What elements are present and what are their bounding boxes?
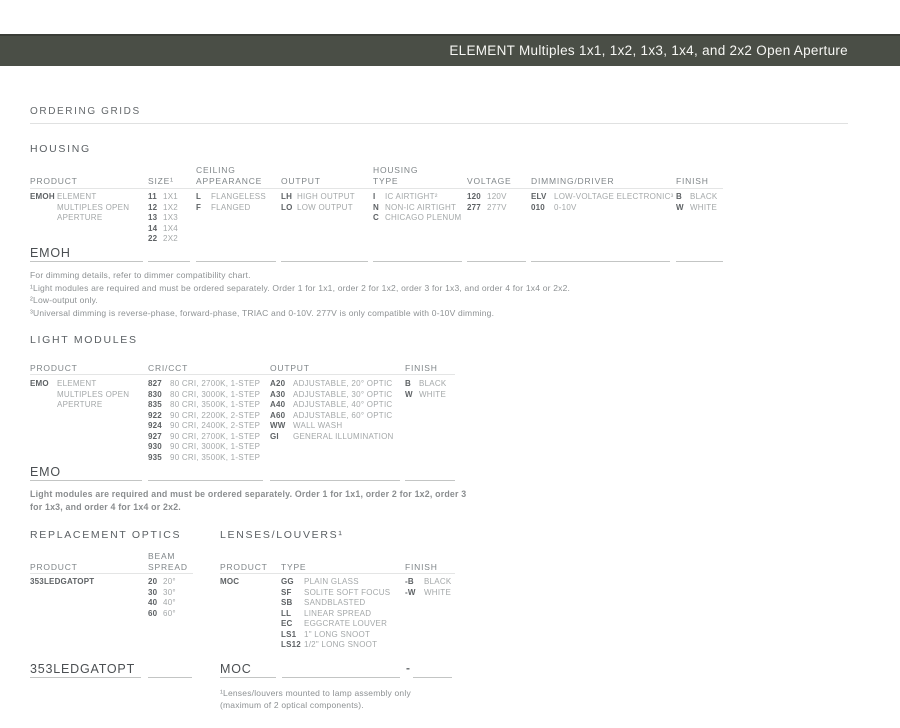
housing-header-rule (30, 188, 723, 189)
option-desc: 20° (163, 577, 176, 586)
fill-blank-ll-type (282, 677, 400, 678)
housing-voltage-column (467, 192, 507, 213)
ro-header-beam (148, 551, 188, 573)
option-desc: GENERAL ILLUMINATION (293, 431, 394, 441)
option-code: WW (270, 421, 286, 430)
option-code: A40 (270, 400, 286, 409)
option-desc: 1" LONG SNOOT (304, 629, 371, 639)
housing-finish-column (676, 192, 717, 213)
option-row (148, 390, 260, 401)
option-code: LS12 (281, 640, 301, 649)
option-desc: 1X3 (163, 213, 178, 222)
option-row (281, 630, 390, 641)
option-desc: LOW-VOLTAGE ELECTRONIC³ (554, 192, 674, 201)
option-code: A20 (270, 379, 286, 388)
ll-header-rule (220, 573, 455, 574)
option-code: 930 (148, 442, 162, 451)
lenses-louvers-title: LENSES/LOUVERS¹ (220, 529, 344, 541)
fill-blank-ceiling (196, 261, 276, 262)
option-code: I (373, 192, 376, 201)
option-row (148, 453, 260, 464)
option-row (281, 577, 390, 588)
option-code: SF (281, 587, 292, 597)
option-row (281, 192, 355, 203)
ll-type-column (281, 577, 390, 651)
fill-blank-lm-product (30, 480, 142, 481)
lm-note: Light modules are required and must be ordered separately. Order 1 for 1x1, order 2 for 1x2, order 3 for 1x3, and order 4 for 1x4 or 2x2. (30, 489, 467, 512)
option-desc: 80 CRI, 3500K, 1-STEP (170, 400, 261, 409)
option-code: 30 (148, 587, 158, 597)
option-code: -W (405, 587, 416, 597)
option-code: EMO (30, 379, 49, 388)
option-desc: 90 CRI, 3500K, 1-STEP (170, 452, 261, 462)
option-desc: 1X4 (163, 223, 178, 233)
option-code: N (373, 202, 379, 212)
option-desc: LINEAR SPREAD (304, 608, 372, 618)
option-code: GG (281, 577, 294, 586)
fill-blank-lm-output (270, 480, 400, 481)
option-row (148, 213, 178, 224)
option-row (30, 577, 94, 588)
ll-header-type: TYPE (281, 562, 307, 572)
option-code: SB (281, 598, 293, 607)
option-row (148, 234, 178, 245)
option-row (467, 203, 507, 214)
option-row (148, 588, 176, 599)
option-code: A30 (270, 389, 286, 399)
option-desc: 40° (163, 598, 176, 607)
option-desc: 80 CRI, 2700K, 1-STEP (170, 379, 261, 388)
option-row (148, 577, 176, 588)
housing-header-ceiling-line2: APPEARANCE (196, 176, 263, 186)
housing-header-ceiling (196, 165, 262, 187)
option-row (281, 609, 390, 620)
option-code: 11 (148, 192, 157, 201)
option-row (148, 432, 260, 443)
option-desc: ADJUSTABLE, 40° OPTIC (293, 400, 393, 409)
ll-finish-column (405, 577, 451, 598)
housing-header-product: PRODUCT (30, 176, 78, 186)
option-desc: CHICAGO PLENUM (385, 213, 462, 222)
option-code: EC (281, 619, 293, 628)
option-desc: LOW OUTPUT (297, 202, 353, 212)
option-row (676, 203, 717, 214)
option-row (148, 379, 260, 390)
option-row (373, 213, 461, 224)
option-row (270, 421, 394, 432)
option-desc: ADJUSTABLE, 30° OPTIC (293, 389, 393, 399)
option-desc: 1X1 (163, 192, 178, 201)
housing-header-type (373, 165, 418, 187)
option-row (531, 192, 674, 203)
option-code: 60 (148, 608, 158, 618)
option-desc: 90 CRI, 3000K, 1-STEP (170, 442, 261, 451)
option-code: C (373, 213, 379, 222)
option-row (405, 588, 451, 599)
housing-note: For dimming details, refer to dimmer compatibility chart. (30, 270, 251, 280)
option-desc: PLAIN GLASS (304, 577, 359, 586)
option-code: EMOH (30, 192, 55, 201)
option-row (30, 192, 148, 224)
option-row (270, 432, 394, 443)
option-code: LO (281, 202, 293, 212)
option-row (281, 598, 390, 609)
fill-blank-ro-beam (148, 677, 192, 678)
option-row (196, 192, 266, 203)
option-desc: WHITE (424, 587, 452, 597)
option-desc: IC AIRTIGHT² (385, 192, 438, 201)
lm-header-finish: FINISH (405, 363, 438, 373)
fill-blank-ro-product (30, 677, 141, 678)
replacement-optics-title: REPLACEMENT OPTICS (30, 529, 182, 541)
housing-header-type-line1: HOUSING (373, 165, 419, 175)
option-desc: 2X2 (163, 234, 178, 243)
option-desc: 1X2 (163, 202, 178, 212)
ll-footnote-line2: (maximum of 2 optical components). (220, 700, 364, 710)
option-row (405, 379, 446, 390)
ordering-grids-label: ORDERING GRIDS (30, 106, 141, 117)
option-desc: HIGH OUTPUT (297, 192, 355, 201)
option-row (270, 411, 394, 422)
housing-title: HOUSING (30, 143, 91, 155)
option-row (148, 411, 260, 422)
housing-header-dimming: DIMMING/DRIVER (531, 176, 615, 186)
option-desc: SOLITE SOFT FOCUS (304, 587, 391, 597)
lm-header-rule (30, 374, 455, 375)
option-row (405, 577, 451, 588)
lm-header-output: OUTPUT (270, 363, 310, 373)
section-divider (30, 123, 848, 124)
option-row (196, 203, 266, 214)
option-code: 20 (148, 577, 158, 586)
option-code: 40 (148, 598, 158, 607)
housing-header-ceiling-line1: CEILING (196, 165, 236, 175)
option-code: 14 (148, 223, 158, 233)
option-desc: NON-IC AIRTIGHT (385, 202, 457, 212)
option-row (30, 379, 148, 411)
housing-header-finish: FINISH (676, 176, 709, 186)
option-desc: BLACK (690, 192, 718, 201)
ro-header-product: PRODUCT (30, 562, 78, 572)
option-code: 835 (148, 400, 162, 409)
fill-blank-ll-finish (413, 677, 452, 678)
fill-blank-product (30, 261, 143, 262)
ro-header-beam-line1: BEAM (148, 551, 176, 561)
ro-beam-column (148, 577, 176, 619)
lm-cri-column (148, 379, 260, 463)
housing-header-type-line2: TYPE (373, 176, 399, 186)
option-row (281, 619, 390, 630)
ll-footnote-line1: ¹Lenses/louvers mounted to lamp assembly only (220, 688, 411, 698)
ll-header-product: PRODUCT (220, 562, 268, 572)
option-row (148, 400, 260, 411)
option-code: LH (281, 192, 293, 201)
housing-ceiling-column (196, 192, 266, 213)
housing-header-size: SIZE¹ (148, 176, 174, 186)
option-desc: 1/2" LONG SNOOT (304, 640, 378, 649)
housing-type-column (373, 192, 461, 224)
housing-fill-label: EMOH (30, 246, 71, 260)
housing-header-output: OUTPUT (281, 176, 321, 186)
fill-blank-lm-cri (148, 480, 263, 481)
ll-fill-label: MOC (220, 662, 252, 676)
option-row (373, 203, 461, 214)
option-code: 010 (531, 202, 545, 212)
page-title: ELEMENT Multiples 1x1, 1x2, 1x3, 1x4, and 2x2 Open Aperture (449, 43, 848, 58)
fill-blank-output (281, 261, 368, 262)
option-desc: BLACK (424, 577, 452, 586)
option-row (148, 442, 260, 453)
option-desc: FLANGELESS (211, 192, 266, 201)
option-desc: 30° (163, 587, 176, 597)
option-desc: WHITE (690, 202, 718, 212)
option-code: 927 (148, 431, 162, 441)
option-row (281, 640, 390, 651)
ll-header-finish: FINISH (405, 562, 438, 572)
option-code: GI (270, 431, 279, 441)
ro-header-rule (30, 573, 193, 574)
option-row (405, 390, 446, 401)
option-desc: 90 CRI, 2200K, 2-STEP (170, 410, 261, 420)
header-banner (0, 34, 900, 66)
option-code: 12 (148, 202, 158, 212)
option-code: 22 (148, 234, 158, 243)
option-row (281, 203, 355, 214)
fill-blank-type (373, 261, 462, 262)
lm-finish-column (405, 379, 446, 400)
option-code: 353LEDGATOPT (30, 577, 95, 586)
ro-header-beam-line2: SPREAD (148, 562, 188, 572)
fill-blank-dimming (531, 261, 670, 262)
option-desc: SANDBLASTED (304, 598, 366, 607)
option-row (148, 421, 260, 432)
ll-footnote (220, 687, 411, 711)
option-desc: 90 CRI, 2700K, 1-STEP (170, 431, 261, 441)
option-row (373, 192, 461, 203)
option-code: 13 (148, 213, 158, 222)
ro-product-column (30, 577, 94, 588)
option-row (467, 192, 507, 203)
housing-footnote-2: ²Low-output only. (30, 295, 98, 305)
ll-fill-dash: - (406, 661, 410, 675)
option-row (531, 203, 674, 214)
option-desc: 277V (487, 202, 507, 212)
lm-output-column (270, 379, 394, 442)
option-desc: ADJUSTABLE, 20° OPTIC (293, 379, 393, 388)
option-code: 277 (467, 202, 481, 212)
option-code: B (676, 192, 682, 201)
option-desc: ADJUSTABLE, 60° OPTIC (293, 410, 393, 420)
light-modules-title: LIGHT MODULES (30, 334, 138, 346)
option-row (281, 588, 390, 599)
option-row (148, 192, 178, 203)
option-code: F (196, 202, 202, 212)
housing-dimming-column (531, 192, 674, 213)
option-code: MOC (220, 577, 240, 586)
option-row (148, 203, 178, 214)
fill-blank-lm-finish (405, 480, 455, 481)
option-row (220, 577, 239, 588)
option-code: LS1 (281, 629, 297, 639)
option-code: ELV (531, 192, 547, 201)
option-row (270, 400, 394, 411)
option-code: LL (281, 608, 292, 618)
option-desc: ELEMENT MULTIPLES OPEN APERTURE (57, 379, 130, 409)
option-code: W (676, 202, 684, 212)
housing-footnote-3: ³Universal dimming is reverse-phase, forward-phase, TRIAC and 0-10V. 277V is only compatible with 0-10V dimming. (30, 308, 495, 318)
option-row (148, 224, 178, 235)
option-desc: 0-10V (554, 202, 577, 212)
option-code: 935 (148, 452, 162, 462)
option-desc: WALL WASH (293, 421, 343, 430)
option-code: -B (405, 577, 414, 586)
lm-fill-label: EMO (30, 465, 61, 479)
fill-blank-finish (676, 261, 723, 262)
housing-product-column (30, 192, 148, 224)
fill-blank-ll-product (220, 677, 276, 678)
option-code: A60 (270, 410, 286, 420)
option-desc: 60° (163, 608, 176, 618)
ll-product-column (220, 577, 239, 588)
option-desc: 80 CRI, 3000K, 1-STEP (170, 389, 261, 399)
option-desc: EGGCRATE LOUVER (304, 619, 388, 628)
option-code: L (196, 192, 202, 201)
lm-header-cri: CRI/CCT (148, 363, 189, 373)
option-desc: ELEMENT MULTIPLES OPEN APERTURE (57, 192, 130, 222)
ro-fill-label: 353LEDGATOPT (30, 662, 136, 676)
option-code: 830 (148, 389, 162, 399)
fill-blank-voltage (467, 261, 526, 262)
housing-output-column (281, 192, 355, 213)
option-code: 827 (148, 379, 162, 388)
option-code: 924 (148, 421, 162, 430)
option-row (148, 609, 176, 620)
option-code: W (405, 389, 413, 399)
housing-header-voltage: VOLTAGE (467, 176, 512, 186)
option-desc: 120V (487, 192, 507, 201)
option-row (676, 192, 717, 203)
lm-product-column (30, 379, 148, 411)
option-code: 922 (148, 410, 162, 420)
lm-header-product: PRODUCT (30, 363, 78, 373)
housing-footnote-1: ¹Light modules are required and must be ordered separately. Order 1 for 1x1, order 2 for 1x2, order 3 for 1x3, and order 4 for 1x4 or 2x2. (30, 283, 571, 293)
option-desc: BLACK (419, 379, 447, 388)
fill-blank-size (148, 261, 190, 262)
housing-size-column (148, 192, 178, 245)
option-row (148, 598, 176, 609)
option-desc: 90 CRI, 2400K, 2-STEP (170, 421, 261, 430)
option-desc: FLANGED (211, 202, 251, 212)
option-row (270, 379, 394, 390)
option-row (270, 390, 394, 401)
option-desc: WHITE (419, 389, 447, 399)
option-code: B (405, 379, 411, 388)
option-code: 120 (467, 192, 481, 201)
